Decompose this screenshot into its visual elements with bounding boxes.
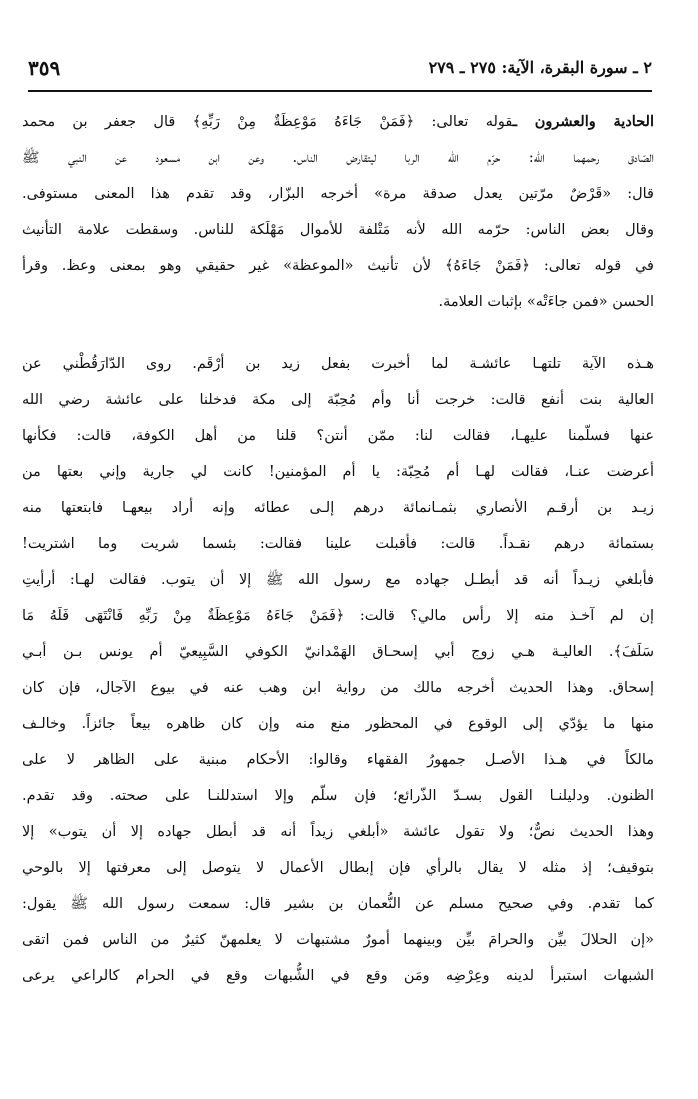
text-line: العالية بنت أنفع قالت: خرجت أنا وأم مُحِبّة إلى مكة فدخلنا على عائشة رضي الله xyxy=(22,392,654,408)
text-line: كما تقدم. وفي صحيح مسلم عن النُّعمان بن بشير قال: سمعت رسول الله ﷺ يقول: xyxy=(22,896,654,912)
text-line: مالكاً في هـذا الأصـل جمهورُ الفقهاء وقالوا: الأحكام مبنية على الظاهر لا على xyxy=(22,752,654,768)
text-line: بتوقيف؛ إذ مثله لا يقال بالرأي فإن إبطال الأعمال لا يتوصل إلى معرفتها إلا بالوحي xyxy=(22,860,654,876)
text-line: إن لم آخـذ منه إلا رأس مالي؟ قالت: ﴿فَمَنْ جَاءَهُ مَوْعِظَةٌ مِنْ رَبِّهِ فَانْتَهَى فَلَهُ مَا xyxy=(22,608,654,624)
text-line: فأبلغي زيـداً أنه قد أبطـل جهاده مع رسول الله ﷺ إلا أن يتوب. فقالت لهـا: أرأيتِ xyxy=(22,572,654,588)
text-line: قال: «قَرْضٌ مرّتين يعدل صدقة مرة» أخرجه البزّار، وقد تقدم هذا المعنى مستوفى. xyxy=(22,186,654,202)
text-line: بستمائة درهم نقـداً. قالت: فأقبلت علينا فقالت: بئسما شريت وما اشتريت! xyxy=(22,536,654,552)
text-line: الشبهات استبرأ لدينه وعِرْضِه ومَن وقع في الشُّبهات وقع في الحرام كالراعي يرعى xyxy=(22,968,654,984)
text-line: هـذه الآية تلتهـا عائشـة لما أخبرت بفعل زيد بن أرْقَم. روى الدّارَقُطْني عن xyxy=(22,356,654,372)
text-line: الصّادق رحمهما الله: حرّم الله الربا ليتقارض الناس. وعن ابن مسعود عن النبي ﷺ xyxy=(22,150,654,166)
text-line: الحسن «فمن جاءَتْه» بإثبات العلامة. xyxy=(438,294,654,310)
running-title: ٢ ـ سورة البقرة، الآية: ٢٧٥ ـ ٢٧٩ xyxy=(428,58,652,77)
page-header xyxy=(28,52,652,92)
text-line: في قوله تعالى: ﴿فَمَنْ جَاءَهُ﴾ لأن تأنيث «الموعظة» غير حقيقي وهو بمعنى وعظ. وقرأ xyxy=(22,258,654,274)
paragraph-aisha-hadith xyxy=(22,346,654,994)
text-line: إسحاق. وهذا الحديث أخرجه مالك من رواية ابن وهب عنه في بيوع الآجال، فإن كان xyxy=(22,680,654,696)
text-line xyxy=(22,104,654,140)
page-number: ٣٥٩ xyxy=(28,56,61,80)
text-line: الظنون. ودليلنـا القول بسـدّ الذّرائع؛ فإن سلّم وإلا استدللنـا على صحته. وقد تقدم. xyxy=(22,788,654,804)
text-line: منها ما يؤدّي إلى الوقوع في المحظور منع منه وإن كان ظاهره بيعاً جائزاً. وخالـف xyxy=(22,716,654,732)
text-line: أعرضت عنـا، فقالت لهـا أم مُحِبّة: يا أم المؤمنين! كانت لي جارية وإني بعتها من xyxy=(22,464,654,480)
paragraph-twenty-first xyxy=(22,104,654,320)
text-line: زيـد بن أرقـم الأنصاري بثمـانمائة درهم إلـى عطائه وإنه أراد بيعهـا فابتعتها منه xyxy=(22,500,654,516)
text-line-content: قوله تعالى: ﴿فَمَنْ جَاءَهُ مَوْعِظَةٌ مِنْ رَبِّهِ﴾ قال جعفر بن محمد xyxy=(22,114,513,130)
text-line: «إن الحلالَ بيِّن والحرامَ بيِّن وبينهما أمورٌ مشتبهات لا يعلمهنّ كثيرٌ من الناس فمن اتقى xyxy=(22,932,654,948)
text-line: سَلَفَ﴾. العاليـة هـي زوج أبي إسحـاق الهَمْدانيّ الكوفي السَّبِيعيّ أم يونس بـن أبـي xyxy=(22,644,654,660)
text-line: وهذا الحديث نصٌّ؛ ولا تقول عائشة «أبلغي زيداً أنه قد أبطل جهاده إلا أن يتوب» إلا xyxy=(22,824,654,840)
section-lead: الحادية والعشرون ـ xyxy=(512,113,654,130)
text-line: وقال بعض الناس: حرّمه الله لأنه مَتْلفة للأموال مَهْلَكة للناس. وسقطت علامة التأنيث xyxy=(22,222,654,238)
text-line: عنها فسلّمنا عليهـا، فقالت لنا: ممّن أنتن؟ قلنا من أهل الكوفة، قالت: فكأنها xyxy=(22,428,654,444)
